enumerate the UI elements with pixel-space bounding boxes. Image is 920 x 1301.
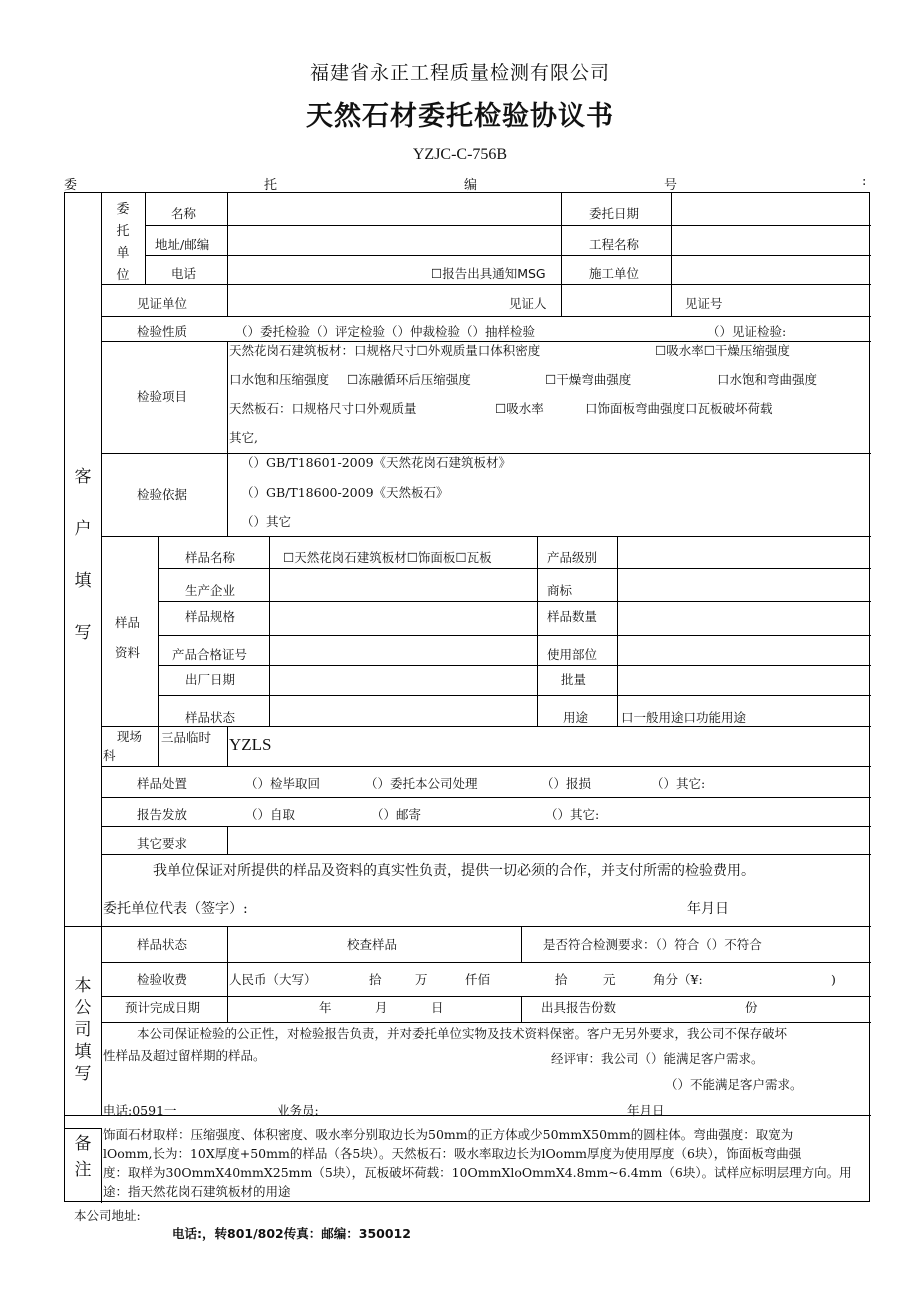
report-self-pickup[interactable]: （）自取 [245,807,296,822]
disposal-take-back[interactable]: （）检毕取回 [245,776,321,791]
items-dry-bending[interactable]: ☐干燥弯曲强度 [545,372,632,387]
completion-day: 日 [431,1000,444,1015]
batch-label: 批量 [561,672,587,687]
company-address: 本公司地址: [74,1208,141,1223]
company-section-label: 本 公 司 填 写 [74,976,92,1084]
fee-unit-yuan: 元 [603,972,616,987]
inspection-items-label: 检验项目 [137,389,188,404]
completion-year: 年 [319,1000,332,1015]
certificate-number-label: 产品合格证号 [172,647,248,662]
report-delivery-label: 报告发放 [137,807,188,822]
company-date: 年月日 [627,1103,665,1118]
items-freeze-thaw[interactable]: ☐冻融循环后压缩强度 [347,372,471,387]
items-saturated-compression[interactable]: 口水饱和压缩强度 [229,372,330,387]
sample-name-label: 样品名称 [185,550,236,565]
inspection-nature-label: 检验性质 [137,324,188,339]
trademark-label: 商标 [547,583,573,598]
basis-granite-standard[interactable]: （）GB/T18601-2009《天然花岗石建筑板材》 [241,455,512,470]
report-copies-label: 出具报告份数 [541,1000,617,1015]
site-label-suffix: 科 [103,748,116,763]
fee-close-paren: ) [831,972,836,987]
remarks-label: 备 注 [74,1134,92,1180]
entrust-no-char: : [862,174,867,189]
client-unit-label: 委 托 单 位 [116,202,130,283]
fee-unit-jiao: 角分（¥: [653,972,703,987]
fee-unit-qian: 仟佰 [465,972,491,987]
items-slate-line[interactable]: 天然板石：口规格尺寸口外观质量 [229,401,417,416]
items-slate-bending[interactable]: 口饰面板弯曲强度口瓦板破坏荷载 [585,401,773,416]
entrust-form-table [64,192,870,1202]
project-name-label: 工程名称 [589,237,640,252]
company-guarantee: 本公司保证检验的公正性，对检验报告负责，并对委托单位实物及技术资料保密。客户无另外要求，我公司不保存破坏 性样品及超过留样期的样品。 [103,1026,788,1063]
disposal-company-handle[interactable]: （）委托本公司处理 [365,776,478,791]
report-other[interactable]: （）其它: [545,807,600,822]
entrust-no-char: 托 [264,178,278,193]
name-label: 名称 [171,206,197,221]
producer-label: 生产企业 [185,583,236,598]
entrust-date-label: 委托日期 [589,206,640,221]
fee-label: 检验收费 [137,972,188,987]
site-temp-label: 三品临时 [161,730,212,745]
entrust-no-char: 号 [664,178,678,193]
basis-other[interactable]: （）其它 [241,514,292,529]
salesman-label: 业务员: [277,1103,319,1118]
items-absorption[interactable]: ☐吸水率☐干燥压缩强度 [655,343,790,358]
entrust-no-char: 编 [464,178,478,193]
sample-name-options[interactable]: ☐天然花岗石建筑板材☐饰面板☐瓦板 [283,550,492,565]
form-code: YZJC-C-756B [412,146,508,163]
other-requirement-label: 其它要求 [137,836,188,851]
completion-date-label: 预计完成日期 [125,1000,201,1015]
fee-unit-shi2: 拾 [555,972,568,987]
disposal-scrap[interactable]: （）报损 [541,776,592,791]
client-signature-date: 年月日 [687,901,729,917]
usage-part-label: 使用部位 [547,647,598,662]
factory-date-label: 出厂日期 [185,672,236,687]
remarks-text: 饰面石材取样：压缩强度、体积密度、吸水率分别取边长为50mm的正方体或少50mmX50mm的圆柱体。弯曲强度：取宽为 lOomm,长为：10X厚度+50mm的样品（各5块）。天然板石：吸水率取边长为lOomm厚度为使用厚度（6块），饰面板弯曲强 度：取样为30OmmX40mmX25mm（5块），瓦板破坏荷载：10OmmXloOmmX4.8mm~6.4mm（6块）。试样应标明层理方向。用 途：指天然花岗石建筑板材的用途 [103,1127,852,1199]
use-label: 用途 [563,710,589,725]
items-slate-absorption[interactable]: ☐吸水率 [495,401,544,416]
phone-label: 电话 [171,266,197,281]
inspection-basis-label: 检验依据 [137,487,188,502]
witness-inspection-option[interactable]: （）见证检验: [707,324,787,339]
fee-unit-wan: 万 [415,972,428,987]
items-other[interactable]: 其它, [229,430,258,445]
sample-state-label: 样品状态 [185,710,236,725]
client-section-label: 客 户 填 写 [74,467,92,643]
sample-info-label: 样品 资料 [115,615,141,660]
company-name: 福建省永正工程质量检测有限公司 [309,62,610,84]
basis-slate-standard[interactable]: （）GB/T18600-2009《天然板石》 [241,485,449,500]
report-mail[interactable]: （）邮寄 [371,807,422,822]
site-label: 现场 [117,729,143,744]
site-temp-value: YZLS [229,735,272,754]
sample-spec-label: 样品规格 [185,609,236,624]
company-contact: 电话:，转801/802传真：邮编：350012 [172,1226,411,1241]
check-sample-label: 校查样品 [347,937,398,952]
conformity-options[interactable]: 是否符合检测要求：（）符合（）不符合 [543,937,762,952]
disposal-other[interactable]: （）其它: [651,776,706,791]
entrust-number-row [64,174,870,192]
product-grade-label: 产品级别 [547,550,598,565]
completion-month: 月 [375,1000,388,1015]
construction-unit-label: 施工单位 [589,266,640,281]
notify-checkbox[interactable]: ☐报告出具通知MSG [431,266,546,281]
sample-disposal-label: 样品处置 [137,776,188,791]
inspection-nature-options[interactable]: （）委托检验（）评定检验（）仲裁检验（）抽样检验 [235,324,536,339]
company-phone: 电话:0591一 [103,1103,177,1118]
review-result[interactable]: 经评审：我公司（）能满足客户需求。 [551,1051,764,1066]
fee-rmb-label: 人民币（大写） [229,972,317,987]
report-copies-unit: 份 [745,1000,758,1015]
client-guarantee: 我单位保证对所提供的样品及资料的真实性负责，提供一切必须的合作，并支付所需的检验费用。 [153,863,755,879]
witness-unit-label: 见证单位 [137,296,188,311]
entrust-no-char: 委 [64,178,78,193]
use-options[interactable]: 口一般用途口功能用途 [621,710,747,725]
company-sample-state-label: 样品状态 [137,937,188,952]
client-representative-signature: 委托单位代表（签字）: [103,901,248,917]
items-granite-line[interactable]: 天然花岗石建筑板材：口规格尺寸☐外观质量口体积密度 [229,343,541,358]
items-saturated-bending[interactable]: 口水饱和弯曲强度 [717,372,818,387]
review-result-negative[interactable]: （）不能满足客户需求。 [665,1077,803,1092]
fee-unit-shi: 拾 [369,972,382,987]
address-label: 地址/邮编 [155,237,210,252]
sample-quantity-label: 样品数量 [547,609,598,624]
document-title: 天然石材委托检验协议书 [306,101,614,132]
witness-label: 见证人 [509,296,547,311]
witness-number-label: 见证号 [685,296,723,311]
